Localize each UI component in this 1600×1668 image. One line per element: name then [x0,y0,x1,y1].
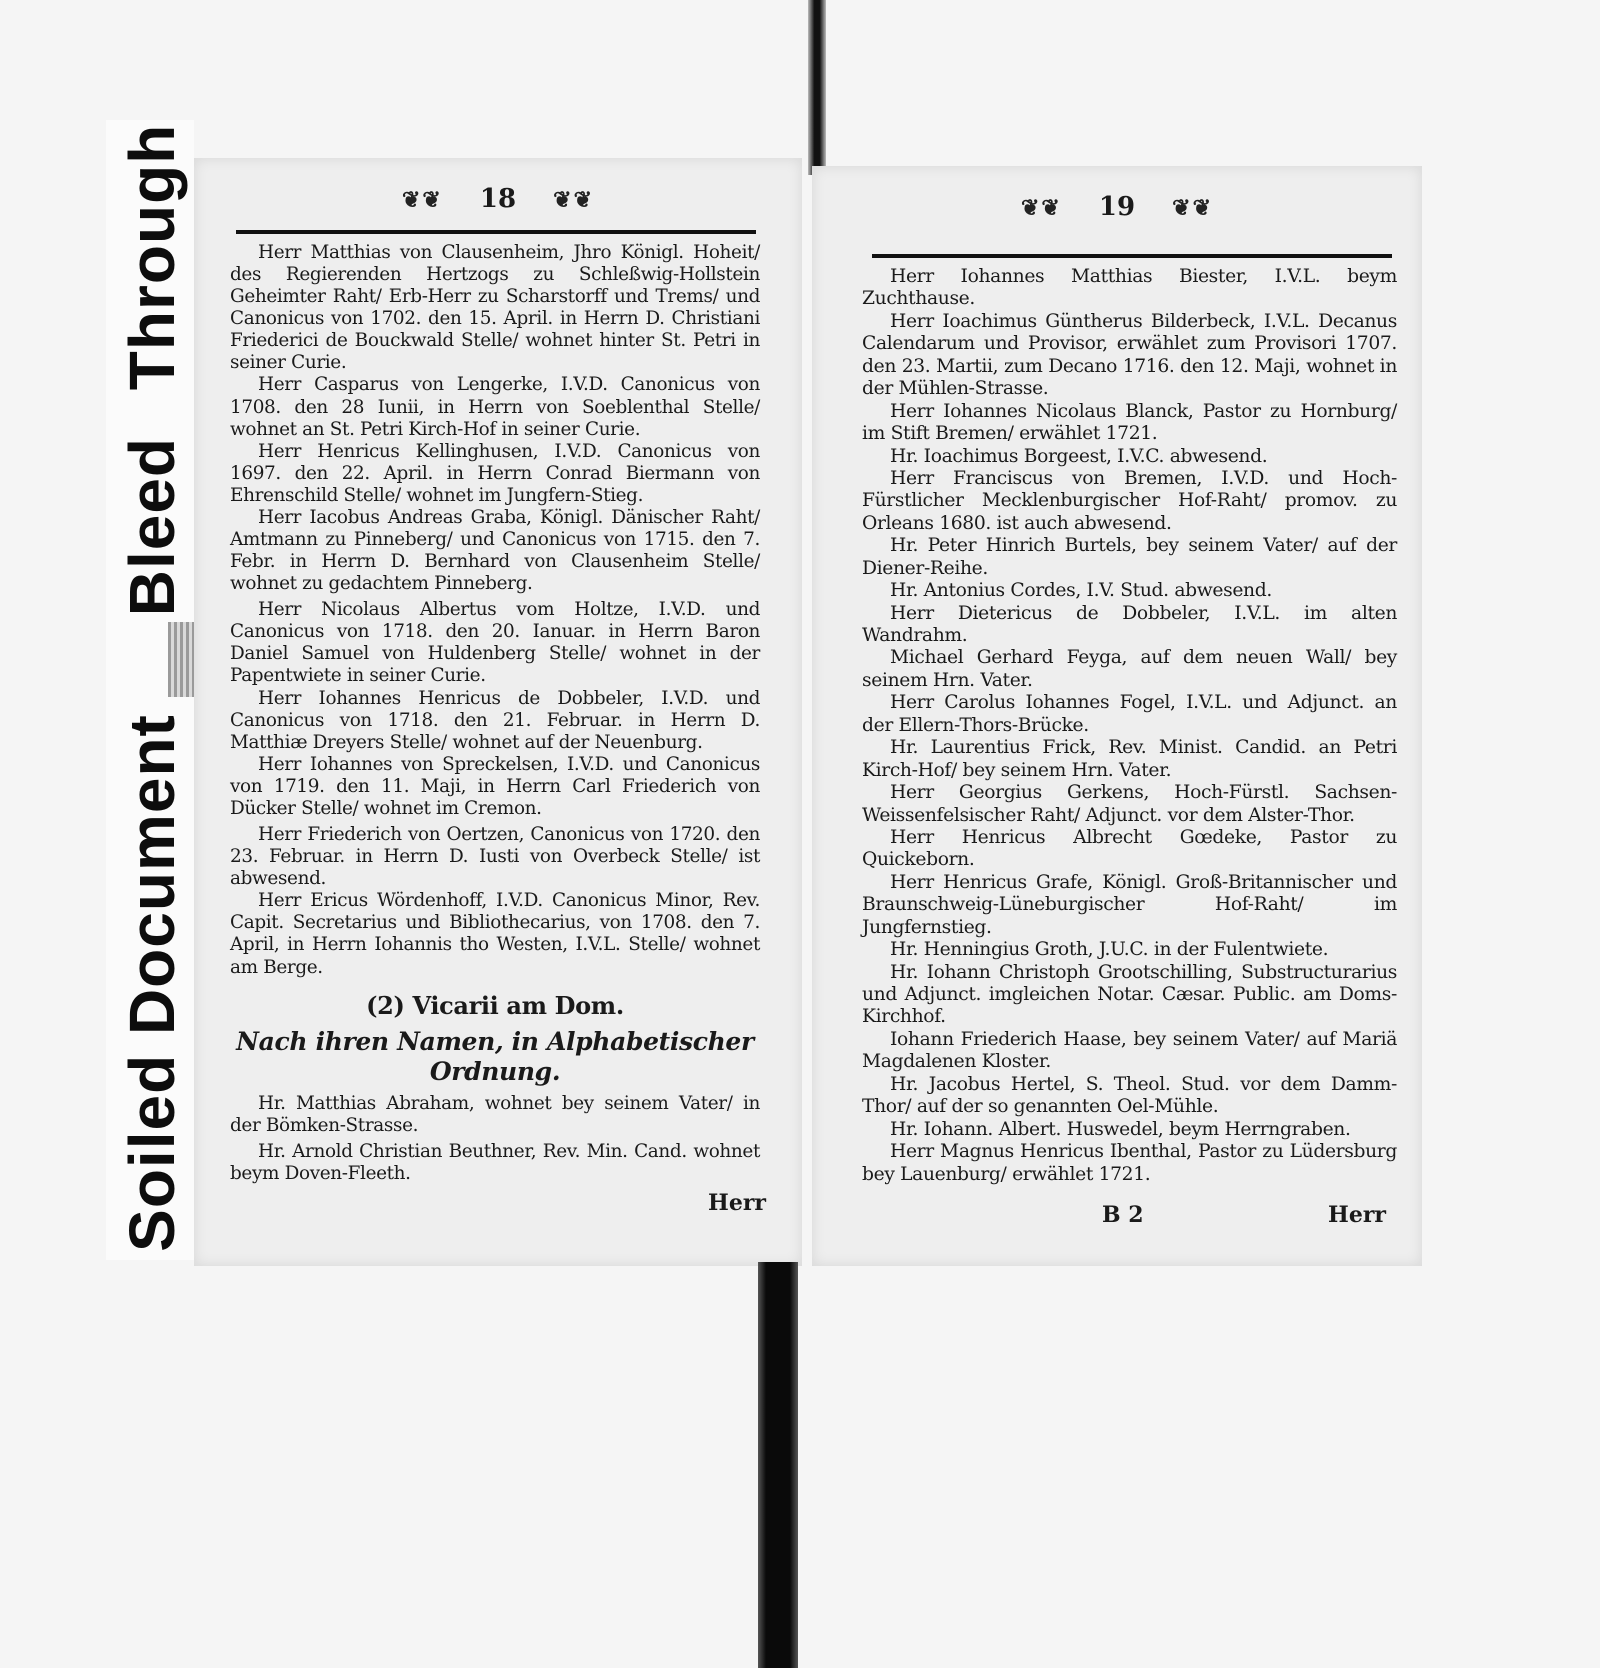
vicar-entry: Herr Dietericus de Dobbeler, I.V.L. im alten Wandrahm. [862,602,1397,646]
vicar-entry: Hr. Iohann Christoph Grootschilling, Substructurarius und Adjunct. imgleichen Notar. Cæsar. Public. am Doms-Kirchhof. [862,961,1397,1028]
soiled-document-text: Soiled Document [116,714,188,1252]
canon-entry: Herr Friederich von Oertzen, Canonicus von 1720. den 23. Februar. in Herrn D. Iusti von Overbeck Stelle/ ist abwesend. [230,824,760,890]
vicar-entry: Hr. Henningius Groth, J.U.C. in der Fulentwiete. [890,939,1329,961]
section-title: (2) Vicarii am Dom. [366,990,624,1020]
right-page-header [812,192,1422,222]
vicar-entry: Hr. Ioachimus Borgeest, I.V.C. abwesend. [890,445,1268,467]
ornament-icon: ❦❦ [401,187,443,213]
right-page [812,166,1422,1266]
vicar-entry: Hr. Arnold Christian Beuthner, Rev. Min. Cand. wohnet beym Doven-Fleeth. [230,1140,760,1184]
page-number: 18 [479,184,517,214]
bleed-through-text: Bleed Through [116,123,188,617]
vicar-entry: Herr Henricus Grafe, Königl. Groß-Britannischer und Braunschweig-Lüneburgischer Hof-Raht/ im Jungfernstieg. [862,871,1397,938]
page-number: 19 [1098,192,1136,222]
vicar-entry: Herr Franciscus von Bremen, I.V.D. und Hoch-Fürstlicher Mecklenburgischer Hof-Raht/ promov. zu Orleans 1680. ist auch abwesend. [862,467,1397,534]
binding-spine-bottom [758,1262,798,1668]
vicar-entry: Hr. Iohann. Albert. Huswedel, beym Herrngraben. [890,1118,1351,1140]
vicar-entry: Herr Iohannes Nicolaus Blanck, Pastor zu Hornburg/ im Stift Bremen/ erwählet 1721. [862,400,1397,445]
ornament-icon: ❦❦ [1020,195,1062,221]
binding-spine-top [808,0,826,175]
header-rule [872,254,1392,258]
canon-entry: Herr Nicolaus Albertus vom Holtze, I.V.D. und Canonicus von 1718. den 20. Ianuar. in Herrn Baron Daniel Samuel von Huldenberg Stelle/ wohnet in der Papentwiete in seiner Curie. [230,599,760,687]
vicar-entry: Hr. Laurentius Frick, Rev. Minist. Candid. an Petri Kirch-Hof/ bey seinem Hrn. Vater. [862,737,1397,781]
left-page-header [194,184,802,214]
vicar-entry: Hr. Antonius Cordes, I.V. Stud. abwesend. [890,580,1272,602]
canon-entry: Herr Casparus von Lengerke, I.V.D. Canonicus von 1708. den 28 Iunii, in Herrn von Soeblenthal Stelle/ wohnet an St. Petri Kirch-Hof in seiner Curie. [230,374,760,440]
vicar-entry: Herr Ioachimus Güntherus Bilderbeck, I.V.L. Decanus Calendarum und Provisor, erwählet zum Provisori 1707. den 23. Martii, zum Decano 1716. den 12. Maji, wohnet in der Mühlen-Strasse. [862,310,1397,400]
left-page [194,158,802,1266]
vicar-entry: Herr Magnus Henricus Ibenthal, Pastor zu Lüdersburg bey Lauenburg/ erwählet 1721. [862,1141,1397,1185]
vicar-entry: Herr Carolus Iohannes Fogel, I.V.L. und Adjunct. an der Ellern-Thors-Brücke. [862,692,1397,736]
vicar-entry: Hr. Matthias Abraham, wohnet bey seinem Vater/ in der Bömken-Strasse. [230,1092,760,1136]
ornament-icon: ❦❦ [553,187,595,213]
canon-entry: Herr Ericus Wördenhoff, I.V.D. Canonicus Minor, Rev. Capit. Secretarius und Bibliothecarius, von 1708. den 7. April, in Herrn Iohannis tho Westen, I.V.L. Stelle/ wohnet am Berge. [230,890,760,978]
vicar-entry: Hr. Peter Hinrich Burtels, bey seinem Vater/ auf der Diener-Reihe. [862,535,1397,579]
canon-entry: Herr Iohannes Henricus de Dobbeler, I.V.D. und Canonicus von 1718. den 21. Februar. in Herrn D. Matthiæ Dreyers Stelle/ wohnet auf der Neuenburg. [230,687,760,753]
catchword: Herr [1328,1202,1386,1228]
soiled-document-label [112,714,192,1252]
section-subtitle: Nach ihren Namen, in Alphabetischer Ordnung. [236,1026,754,1086]
vicar-entry: Herr Iohannes Matthias Biester, I.V.L. beym Zuchthause. [862,266,1397,310]
canon-entry: Herr Iohannes von Spreckelsen, I.V.D. und Canonicus von 1719. den 11. Maji, in Herrn Carl Friederich von Dücker Stelle/ wohnet im Cremon. [230,753,760,819]
vicar-entry: Iohann Friederich Haase, bey seinem Vater/ auf Mariä Magdalenen Kloster. [862,1028,1397,1073]
canon-entry: Herr Henricus Kellinghusen, I.V.D. Canonicus von 1697. den 22. April. in Herrn Conrad Biermann von Ehrenschild Stelle/ wohnet im Jungfern-Stieg. [230,440,760,506]
catchword: Herr [708,1190,766,1216]
canon-entry: Herr Matthias von Clausenheim, Jhro Königl. Hoheit/ des Regierenden Hertzogs zu Schleßwig-Hollstein Geheimter Raht/ Erb-Herr zu Scharstorff und Trems/ und Canonicus von 1702. den 15. April. in Herrn D. Christiani Friederici de Bouckwald Stelle/ wohnet hinter St. Petri in seiner Curie. [230,242,760,374]
ornament-icon: ❦❦ [1172,195,1214,221]
bleed-through-label [112,123,192,617]
left-page-text [230,242,760,1185]
vicar-entry: Michael Gerhard Feyga, auf dem neuen Wall/ bey seinem Hrn. Vater. [862,647,1397,691]
signature-mark: B 2 [1102,1202,1144,1228]
header-rule [236,230,756,234]
vicar-entry: Hr. Jacobus Hertel, S. Theol. Stud. vor dem Damm-Thor/ auf der so genannten Oel-Mühle. [862,1073,1397,1118]
right-page-text [862,266,1397,1186]
vicar-entry: Herr Georgius Gerkens, Hoch-Fürstl. Sachsen-Weissenfelsischer Raht/ Adjunct. vor dem Alster-Thor. [862,782,1397,826]
canon-entry: Herr Iacobus Andreas Graba, Königl. Dänischer Raht/ Amtmann zu Pinneberg/ und Canonicus von 1715. den 7. Febr. in Herrn D. Bernhard von Clausenheim Stelle/ wohnet zu gedachtem Pinneberg. [230,506,760,595]
vicar-entry: Herr Henricus Albrecht Gœdeke, Pastor zu Quickeborn. [862,826,1397,871]
